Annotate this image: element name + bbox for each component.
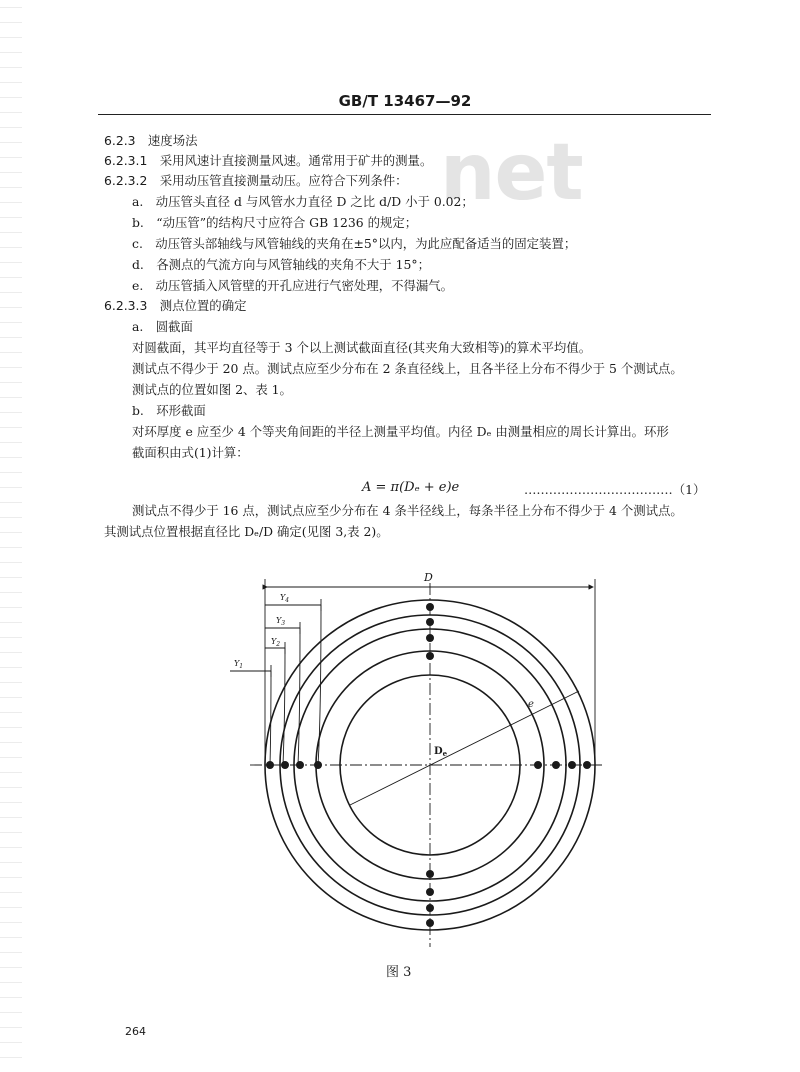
condition-b: b. “动压管”的结构尺寸应符合 GB 1236 的规定； bbox=[132, 215, 418, 230]
point-left-4 bbox=[314, 761, 322, 769]
condition-d: d. 各测点的气流方向与风管轴线的夹角不大于 15°； bbox=[132, 257, 430, 272]
point-left-1 bbox=[266, 761, 274, 769]
point-right-3 bbox=[568, 761, 576, 769]
section-6-2-3-2: 6.2.3.2 采用动压管直接测量动压。应符合下列条件： bbox=[104, 173, 408, 188]
paragraph-b-4: 其测试点位置根据直径比 Dₑ/D 确定(见图 3,表 2)。 bbox=[104, 524, 389, 539]
page-number: 264 bbox=[125, 1025, 146, 1038]
point-bottom-4 bbox=[426, 919, 434, 927]
point-bottom-3 bbox=[426, 904, 434, 912]
section-6-2-3-1: 6.2.3.1 采用风速计直接测量风速。通常用于矿井的测量。 bbox=[104, 153, 433, 168]
condition-c: c. 动压管头部轴线与风管轴线的夹角在±5°以内，为此应配备适当的固定装置； bbox=[132, 236, 577, 251]
point-right-2 bbox=[552, 761, 560, 769]
point-top-1 bbox=[426, 603, 434, 611]
label-e: e bbox=[528, 699, 534, 710]
point-bottom-1 bbox=[426, 870, 434, 878]
paragraph-a-3: 测试点的位置如图 2、表 1。 bbox=[132, 382, 292, 397]
subsection-b-title: b. 环形截面 bbox=[132, 403, 206, 418]
paragraph-b-3: 测试点不得少于 16 点，测试点应至少分布在 4 条半径线上，每条半径上分布不得少于 4 个测试点。 bbox=[132, 503, 683, 518]
label-D: D bbox=[424, 571, 433, 584]
label-De: $D_e$ bbox=[434, 746, 448, 758]
scan-edge-artifact bbox=[0, 0, 22, 1072]
paragraph-a-1: 对圆截面，其平均直径等于 3 个以上测试截面直径(其夹角大致相等)的算术平均值。 bbox=[132, 340, 592, 355]
header-rule bbox=[98, 114, 711, 115]
point-right-1 bbox=[534, 761, 542, 769]
point-right-4 bbox=[583, 761, 591, 769]
label-y1: $Y_1$ bbox=[234, 659, 244, 670]
label-y3: $Y_3$ bbox=[276, 616, 286, 627]
section-6-2-3: 6.2.3 速度场法 bbox=[104, 133, 198, 148]
equation-number-1: ………………………………（1） bbox=[524, 482, 706, 497]
point-left-2 bbox=[281, 761, 289, 769]
figure-3-caption: 图 3 bbox=[386, 965, 412, 980]
paragraph-b-2: 截面积由式(1)计算： bbox=[132, 445, 249, 460]
condition-e: e. 动压管插入风管壁的开孔应进行气密处理，不得漏气。 bbox=[132, 278, 454, 293]
diagonal-radius-line bbox=[350, 691, 579, 805]
point-top-3 bbox=[426, 634, 434, 642]
point-left-3 bbox=[296, 761, 304, 769]
point-top-4 bbox=[426, 652, 434, 660]
subsection-a-title: a. 圆截面 bbox=[132, 319, 193, 334]
standard-header: GB/T 13467—92 bbox=[338, 92, 472, 110]
condition-a: a. 动压管头直径 d 与风管水力直径 D 之比 d/D 小于 0.02； bbox=[132, 194, 474, 209]
arc-y1 bbox=[270, 671, 271, 765]
figure-3-annular-section bbox=[220, 565, 620, 960]
watermark: net bbox=[440, 128, 583, 218]
formula-1: A = π(Dₑ + e)e bbox=[362, 480, 460, 495]
paragraph-a-2: 测试点不得少于 20 点。测试点应至少分布在 2 条直径线上，且各半径上分布不得少于 5 个测试点。 bbox=[132, 361, 683, 376]
label-y4: $Y_4$ bbox=[280, 593, 290, 604]
paragraph-b-1: 对环厚度 e 应至少 4 个等夹角间距的半径上测量平均值。内径 Dₑ 由测量相应的周长计算出。环形 bbox=[132, 424, 669, 439]
point-bottom-2 bbox=[426, 888, 434, 896]
point-top-2 bbox=[426, 618, 434, 626]
section-6-2-3-3: 6.2.3.3 测点位置的确定 bbox=[104, 298, 247, 313]
arc-y3 bbox=[298, 628, 300, 765]
arc-y2 bbox=[283, 648, 285, 765]
label-y2: $Y_2$ bbox=[271, 637, 281, 648]
